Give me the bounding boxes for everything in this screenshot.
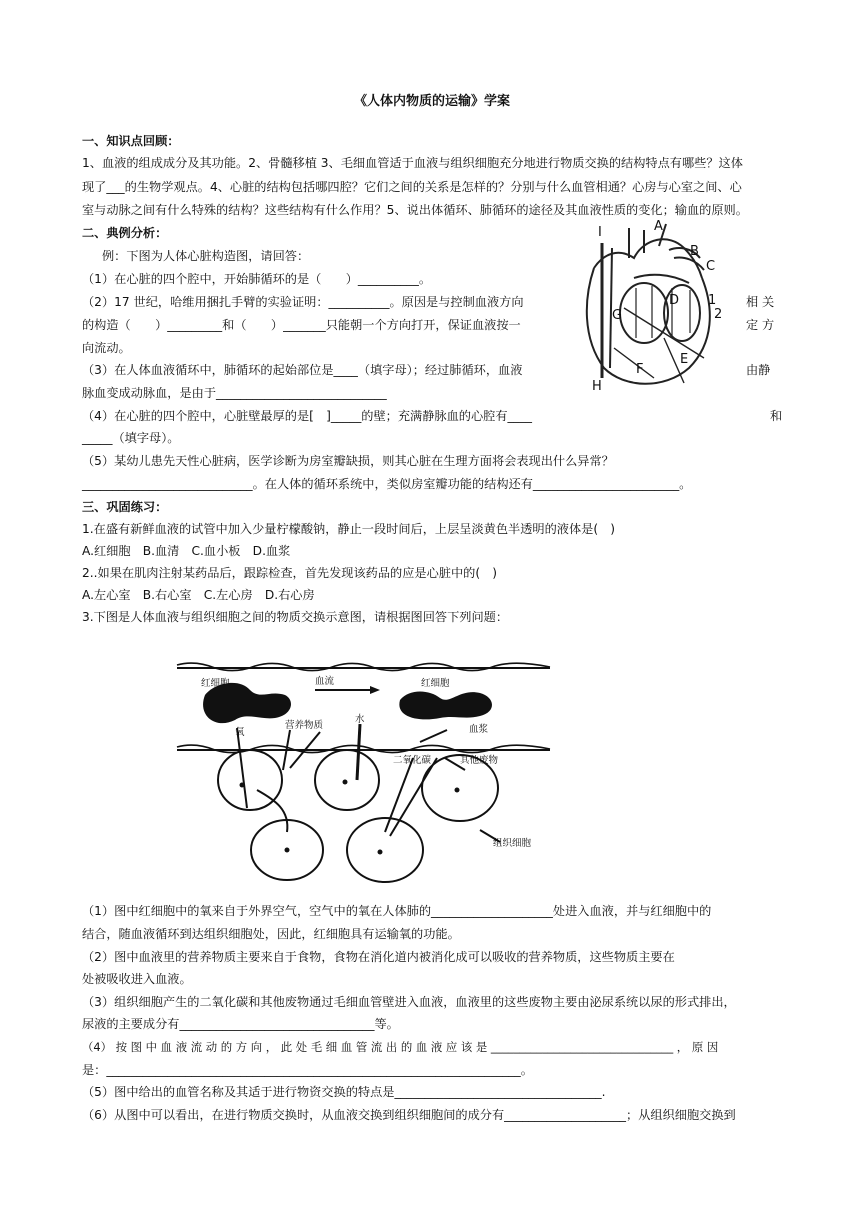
- heart-label-2: 2: [714, 307, 723, 322]
- review-line-2: 现了___的生物学观点。4、心脏的结构包括哪四腔？它们之间的关系是怎样的？分别与什么血管相通？心房与心室之间、心: [82, 180, 742, 194]
- example-q3a: （3）在人体血液循环中，肺循环的起始部位是____（填字母）；经过肺循环，血液: [82, 363, 523, 377]
- practice-q3: 3.下图是人体血液与组织细胞之间的物质交换示意图，请根据图回答下列问题：: [82, 610, 509, 624]
- example-q4a: （4）在心脏的四个腔中，心脏壁最厚的是[ ]_____的壁；充满静脉血的心腔有____: [82, 409, 532, 423]
- label-nutrients: 营养物质: [285, 720, 324, 731]
- example-q4b: _____（填字母）。: [82, 431, 180, 445]
- practice-q1-options: A.红细胞 B.血清 C.血小板 D.血浆: [82, 544, 291, 558]
- heart-label-1: 1: [708, 293, 717, 308]
- answer-5: （5）图中给出的血管名称及其适于进行物资交换的特点是__________________________________.: [82, 1085, 606, 1099]
- answer-2a: （2）图中血液里的营养物质主要来自于食物，食物在消化道内被消化成可以吸收的营养物质，这些物质主要在: [82, 950, 675, 964]
- heart-label-D: D: [669, 293, 680, 308]
- practice-q1: 1.在盛有新鲜血液的试管中加入少量柠檬酸钠，静止一段时间后，上层呈淡黄色半透明的液体是( ): [82, 522, 616, 536]
- label-co2: 二氧化碳: [393, 755, 432, 766]
- example-q5b: ____________________________。在人体的循环系统中，类似房室瓣功能的结构还有________________________。: [82, 477, 692, 491]
- example-q2c: 向流动。: [82, 341, 131, 355]
- heart-diagram: [574, 218, 734, 398]
- answer-1a: （1）图中红细胞中的氧来自于外界空气，空气中的氧在人体肺的____________________处进入血液，并与红细胞中的: [82, 904, 712, 918]
- review-line-3: 室与动脉之间有什么特殊的结构？这些结构有什么作用？5、说出体循环、肺循环的途径及其血液性质的变化；输血的原则。: [82, 203, 748, 217]
- page-title: 《人体内物质的运输》学案: [353, 94, 510, 109]
- tissue-cell-5: [347, 818, 423, 882]
- red-blood-cell-right: [399, 692, 492, 720]
- section-3-heading: 三、巩固练习：: [82, 500, 168, 514]
- example-q3a-end: 由静: [746, 363, 771, 377]
- practice-q2-options: A.左心室 B.右心室 C.左心房 D.右心房: [82, 588, 315, 602]
- label-oxygen: 氧: [235, 727, 245, 738]
- label-blood-flow: 血流: [315, 676, 335, 687]
- answer-1b: 结合，随血液循环到达组织细胞处，因此，红细胞具有运输氧的功能。: [82, 927, 460, 941]
- answer-3b: 尿液的主要成分有________________________________等。: [82, 1017, 399, 1031]
- example-q2b-end: 定 方: [746, 318, 775, 332]
- example-q1: （1）在心脏的四个腔中，开始肺循环的是（ ）__________。: [82, 272, 432, 286]
- answer-4a: （4） 按 图 中 血 液 流 动 的 方 向 ， 此 处 毛 细 血 管 流 出 的 血 液 应 该 是 ________________________________ ， 原 因: [82, 1040, 719, 1054]
- example-q3b: 脉血变成动脉血，是由于____________________________: [82, 386, 387, 400]
- label-rbc-right: 红细胞: [421, 678, 450, 689]
- label-tissue-cell: 组织细胞: [493, 838, 532, 849]
- example-q2a: （2）17 世纪，哈维用捆扎手臂的实验证明：__________。原因是与控制血液方向: [82, 295, 524, 309]
- example-q5a: （5）某幼儿患先天性心脏病，医学诊断为房室瓣缺损，则其心脏在生理方面将会表现出什么异常？: [82, 454, 614, 468]
- review-line-1: 1、血液的组成成分及其功能。2、骨髓移植 3、毛细血管适于血液与组织细胞充分地进行物质交换的结构特点有哪些？这体: [82, 156, 743, 170]
- tissue-cell-2: [315, 750, 379, 810]
- heart-outline: [587, 268, 710, 384]
- answer-3a: （3）组织细胞产生的二氧化碳和其他废物通过毛细血管壁进入血液，血液里的这些废物主要由泌尿系统以尿的形式排出，: [82, 995, 736, 1009]
- left-chamber: [620, 283, 668, 343]
- heart-label-C: C: [706, 259, 716, 274]
- heart-label-F: F: [636, 362, 644, 377]
- exchange-diagram: [175, 660, 555, 890]
- answer-2b: 处被吸收进入血液。: [82, 972, 192, 986]
- heart-label-G: G: [612, 308, 623, 323]
- answer-6: （6）从图中可以看出，在进行物质交换时，从血液交换到组织细胞间的成分有____________________；从组织细胞交换到: [82, 1108, 736, 1122]
- example-q2a-end: 相 关: [746, 295, 775, 309]
- section-1-heading: 一、知识点回顾：: [82, 134, 180, 148]
- answer-4b: 是：____________________________________________________________________。: [82, 1063, 533, 1077]
- label-waste: 其他废物: [460, 755, 499, 766]
- heart-label-H: H: [592, 379, 602, 394]
- heart-label-B: B: [690, 244, 699, 259]
- label-water: 水: [355, 714, 365, 725]
- example-q4a-end: 和: [770, 409, 783, 423]
- heart-label-A: A: [654, 219, 663, 234]
- heart-label-I: I: [598, 225, 602, 240]
- example-intro: 例：下图为人体心脏构造图，请回答：: [102, 249, 310, 263]
- heart-label-E: E: [680, 352, 689, 367]
- label-plasma: 血浆: [469, 724, 489, 735]
- label-rbc-left: 红细胞: [201, 678, 230, 689]
- practice-q2: 2..如果在肌肉注射某药品后，跟踪检查，首先发现该药品的应是心脏中的( ): [82, 566, 498, 580]
- section-2-heading: 二、典例分析：: [82, 226, 168, 240]
- example-q2b: 的构造（ ）_________和（ ）_______只能朝一个方向打开，保证血液按一: [82, 318, 521, 332]
